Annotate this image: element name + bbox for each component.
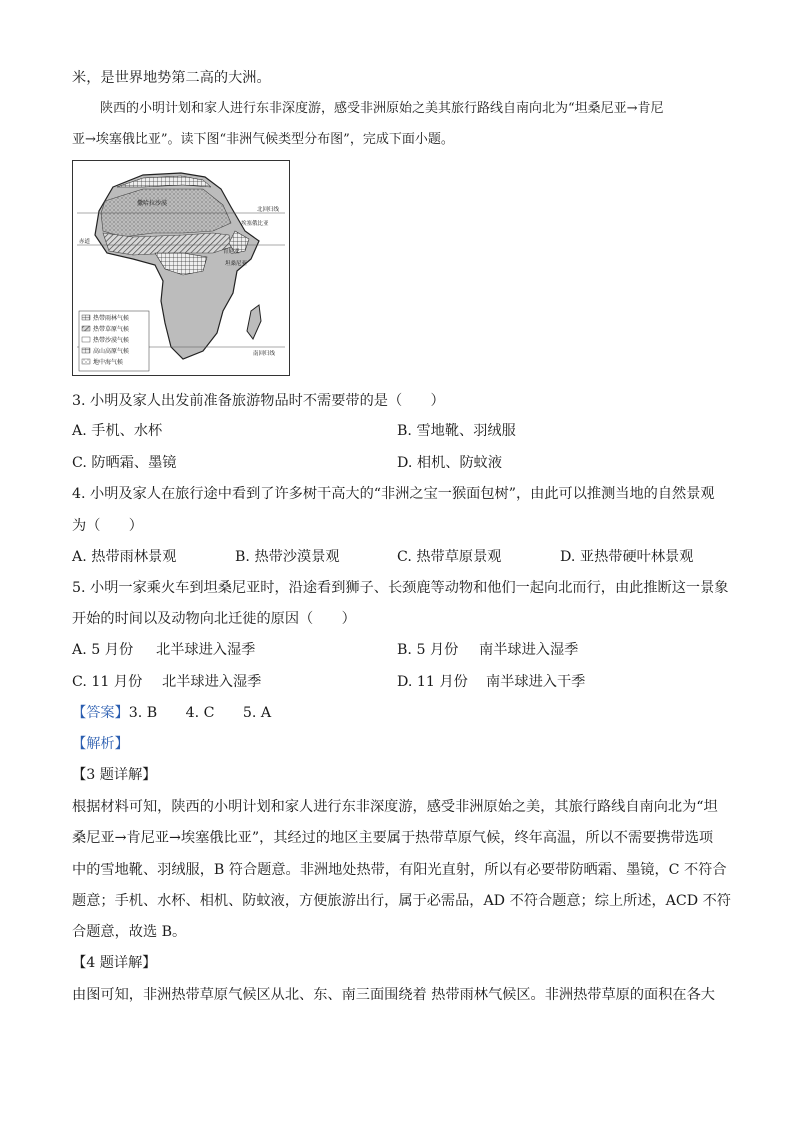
equator-label: 赤道 — [79, 239, 91, 245]
legend-savanna: 热带草原气候 — [93, 326, 130, 333]
detail3-line1: 根据材料可知，陕西的小明计划和家人进行东非深度游，感受非洲原始之美，其旅行路线自南向北为“坦 — [72, 799, 718, 815]
legend-mediterranean: 地中海气候 — [93, 359, 124, 366]
q5-stem-cont: 开始的时间以及动物向北迁徙的原因（ ） — [72, 611, 356, 627]
q4-option-d: D. 亚热带硬叶林景观 — [560, 549, 694, 565]
detail3-line4: 题意；手机、水杯、相机、防蚊液，方便旅游出行，属于必需品，AD 不符合题意；综上所述，ACD 不符 — [72, 893, 731, 909]
q4-stem: 4. 小明及家人在旅行途中看到了许多树干高大的“非洲之宝一猴面包树”，由此可以推测当地的自然景观 — [72, 486, 715, 502]
tanzania-label: 坦桑尼亚 — [225, 261, 248, 267]
map-legend — [79, 311, 149, 371]
q5-option-b-month: B. 5 月份 — [397, 642, 459, 658]
material-text: 陕西的小明计划和家人进行东非深度游，感受非洲原始之美其旅行路线自南向北为“坦桑尼亚→肯尼 — [100, 101, 664, 116]
sahara-label: 撒哈拉沙漠 — [137, 200, 168, 207]
answer-row — [72, 703, 271, 723]
legend-highland: 高山高原气候 — [93, 348, 130, 355]
savanna-zone — [103, 233, 231, 255]
analysis-label: 【解析】 — [72, 736, 129, 752]
q5-option-c-reason: 北半球进入湿季 — [162, 674, 262, 690]
q4-stem-cont: 为（ ） — [72, 518, 143, 534]
q5-option-b-reason: 南半球进入湿季 — [479, 642, 579, 658]
q3-option-c: C. 防晒霜、墨镜 — [72, 455, 177, 471]
intro-line: 米，是世界地势第二高的大洲。 — [72, 70, 271, 86]
q3-stem: 3. 小明及家人出发前准备旅游物品时不需要带的是（ ） — [72, 393, 445, 409]
kenya-label: 肯尼亚 — [223, 249, 240, 255]
q5-option-d-reason: 南半球进入干季 — [486, 674, 586, 690]
q4-option-a: A. 热带雨林景观 — [72, 549, 177, 565]
africa-map-svg — [73, 161, 289, 375]
north-tropic-label: 北回归线 — [257, 207, 280, 213]
q5-option-c-month: C. 11 月份 — [72, 674, 143, 690]
detail3-line5: 合题意，故选 B。 — [72, 924, 187, 940]
madagascar — [247, 305, 261, 339]
q3-option-a: A. 手机、水杯 — [72, 423, 163, 439]
africa-climate-map — [72, 160, 290, 376]
south-tropic-label: 南回归线 — [253, 351, 276, 357]
detail3-line2: 桑尼亚→肯尼亚→埃塞俄比亚”，其经过的地区主要属于热带草原气候，终年高温，所以不需要携带选项 — [72, 830, 714, 846]
q4-option-c: C. 热带草原景观 — [397, 549, 502, 565]
detail3-label: 【3 题详解】 — [72, 767, 157, 783]
legend-rainforest: 热带雨林气候 — [93, 315, 130, 322]
q5-option-a-month: A. 5 月份 — [72, 642, 134, 658]
legend-desert: 热带沙漠气候 — [93, 337, 130, 344]
detail4-label: 【4 题详解】 — [72, 955, 157, 971]
answer-text: 3. B 4. C 5. A — [128, 705, 272, 721]
q5-option-a-reason: 北半球进入湿季 — [156, 642, 256, 658]
detail3-line3: 中的雪地靴、羽绒服，B 符合题意。非洲地处热带，有阳光直射，所以有必要带防晒霜、墨镜，C 不符合 — [72, 862, 727, 878]
q5-stem: 5. 小明一家乘火车到坦桑尼亚时，沿途看到狮子、长颈鹿等动物和他们一起向北而行，由此推断这一景象 — [72, 580, 729, 596]
ethiopia-label: 埃塞俄比亚 — [241, 221, 269, 227]
q4-option-b: B. 热带沙漠景观 — [235, 549, 340, 565]
answer-label: 【答案】 — [72, 705, 129, 721]
q5-option-d-month: D. 11 月份 — [397, 674, 468, 690]
q3-option-b: B. 雪地靴、羽绒服 — [397, 423, 516, 439]
detail4-line1: 由图可知，非洲热带草原气候区从北、东、南三面围绕着 热带雨林气候区。非洲热带草原的面积在各大 — [72, 987, 715, 1003]
q3-option-d: D. 相机、防蚊液 — [397, 455, 503, 471]
material-text-cont: 亚→埃塞俄比亚”。读下图“非洲气候类型分布图”，完成下面小题。 — [72, 132, 454, 147]
